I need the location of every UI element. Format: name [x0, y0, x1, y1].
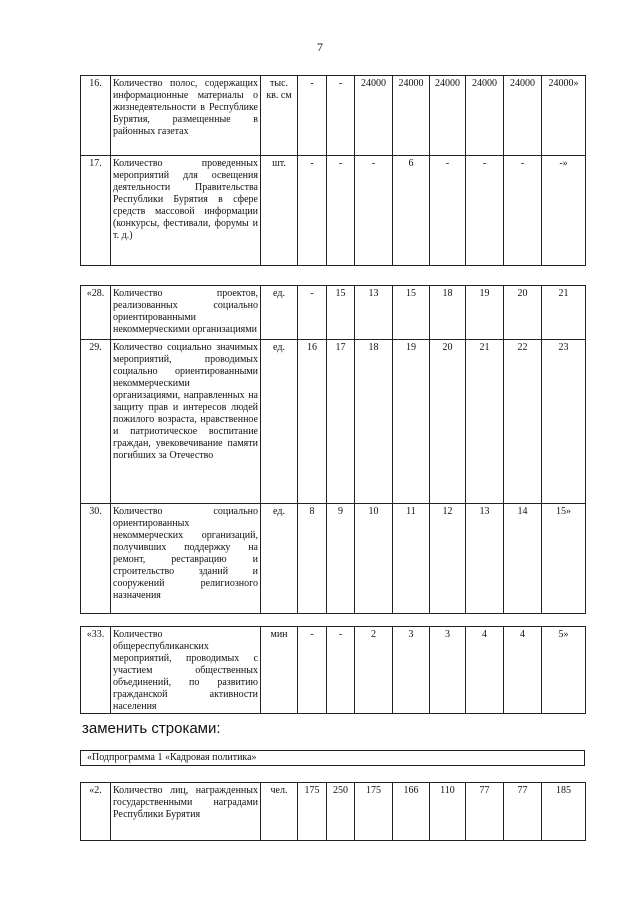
row-number: «2.: [81, 783, 111, 841]
value-cell: 19: [393, 340, 430, 504]
unit-cell: чел.: [261, 783, 298, 841]
value-cell: -: [466, 156, 504, 266]
table-row: [81, 76, 586, 156]
value-cell: -: [298, 627, 327, 714]
value-cell: 22: [504, 340, 542, 504]
value-cell: 24000: [355, 76, 393, 156]
value-cell: 77: [504, 783, 542, 841]
row-number: 17.: [81, 156, 111, 266]
value-cell: -: [327, 627, 355, 714]
value-cell: 250: [327, 783, 355, 841]
value-cell: 3: [430, 627, 466, 714]
value-cell: 23: [542, 340, 586, 504]
unit-cell: ед.: [261, 286, 298, 340]
value-cell: 15: [393, 286, 430, 340]
value-cell: 24000: [504, 76, 542, 156]
value-cell: 12: [430, 504, 466, 614]
value-cell: 18: [355, 340, 393, 504]
indicator-name: Количество социально значимых мероприятий, проводимых социально ориентированными некоммерческими организациями, направленных на защиту прав и интересов людей пожилого возраста, нравственное и патриотическое воспитание граждан, увековечивание памяти погибших за Отечество: [111, 340, 261, 504]
value-cell: -»: [542, 156, 586, 266]
table-row: [81, 627, 586, 714]
value-cell: -: [355, 156, 393, 266]
value-cell: 8: [298, 504, 327, 614]
indicator-name: Количество полос, содержащих информационные материалы о жизнедеятельности в Республике Бурятия, размещенные в районных газетах: [111, 76, 261, 156]
table-row: [81, 340, 586, 504]
row-number: «33.: [81, 627, 111, 714]
indicators-table-1: [80, 75, 586, 266]
table-row: [81, 783, 586, 841]
table-row: [81, 504, 586, 614]
table-row: [81, 156, 586, 266]
row-number: «28.: [81, 286, 111, 340]
indicator-name: Количество социально ориентированных некоммерческих организаций, получивших поддержку на ремонт, реставрацию и строительство зданий и сооружений религиозного назначения: [111, 504, 261, 614]
value-cell: 20: [430, 340, 466, 504]
value-cell: 77: [466, 783, 504, 841]
row-number: 16.: [81, 76, 111, 156]
value-cell: 9: [327, 504, 355, 614]
indicator-name: Количество общереспубликанских мероприятий, проводимых с участием общественных объединений, по развитию гражданской активности населения: [111, 627, 261, 714]
indicator-name: Количество лиц, награжденных государственными наградами Республики Бурятия: [111, 783, 261, 841]
value-cell: 166: [393, 783, 430, 841]
value-cell: -: [298, 156, 327, 266]
value-cell: 4: [504, 627, 542, 714]
value-cell: 16: [298, 340, 327, 504]
subprogram-title: «Подпрограмма 1 «Кадровая политика»: [80, 750, 585, 766]
value-cell: 15: [327, 286, 355, 340]
value-cell: 185: [542, 783, 586, 841]
value-cell: 13: [466, 504, 504, 614]
value-cell: 3: [393, 627, 430, 714]
value-cell: 21: [542, 286, 586, 340]
value-cell: 4: [466, 627, 504, 714]
value-cell: 110: [430, 783, 466, 841]
value-cell: 24000: [466, 76, 504, 156]
value-cell: 24000»: [542, 76, 586, 156]
unit-cell: мин: [261, 627, 298, 714]
value-cell: 175: [298, 783, 327, 841]
replace-heading: заменить строками:: [82, 720, 221, 737]
unit-cell: ед.: [261, 340, 298, 504]
value-cell: 2: [355, 627, 393, 714]
indicator-name: Количество проектов, реализованных социально ориентированными некоммерческими организациями: [111, 286, 261, 340]
page-number: 7: [317, 40, 323, 54]
row-number: 29.: [81, 340, 111, 504]
value-cell: 6: [393, 156, 430, 266]
value-cell: 13: [355, 286, 393, 340]
value-cell: -: [298, 286, 327, 340]
value-cell: 24000: [393, 76, 430, 156]
value-cell: -: [298, 76, 327, 156]
value-cell: 11: [393, 504, 430, 614]
value-cell: 18: [430, 286, 466, 340]
row-number: 30.: [81, 504, 111, 614]
value-cell: 175: [355, 783, 393, 841]
value-cell: 24000: [430, 76, 466, 156]
indicators-table-4: [80, 782, 586, 841]
unit-cell: шт.: [261, 156, 298, 266]
value-cell: 14: [504, 504, 542, 614]
value-cell: 5»: [542, 627, 586, 714]
table-row: [81, 286, 586, 340]
value-cell: 15»: [542, 504, 586, 614]
value-cell: 19: [466, 286, 504, 340]
value-cell: 21: [466, 340, 504, 504]
unit-cell: тыс. кв. см: [261, 76, 298, 156]
value-cell: -: [327, 156, 355, 266]
value-cell: 17: [327, 340, 355, 504]
value-cell: -: [327, 76, 355, 156]
unit-cell: ед.: [261, 504, 298, 614]
value-cell: 10: [355, 504, 393, 614]
value-cell: 20: [504, 286, 542, 340]
indicator-name: Количество проведенных мероприятий для освещения деятельности Правительства Республики Бурятия в сфере средств массовой информации (конкурсы, фестивали, форумы и т. д.): [111, 156, 261, 266]
indicators-table-2: [80, 285, 586, 614]
indicators-table-3: [80, 626, 586, 714]
value-cell: -: [504, 156, 542, 266]
value-cell: -: [430, 156, 466, 266]
